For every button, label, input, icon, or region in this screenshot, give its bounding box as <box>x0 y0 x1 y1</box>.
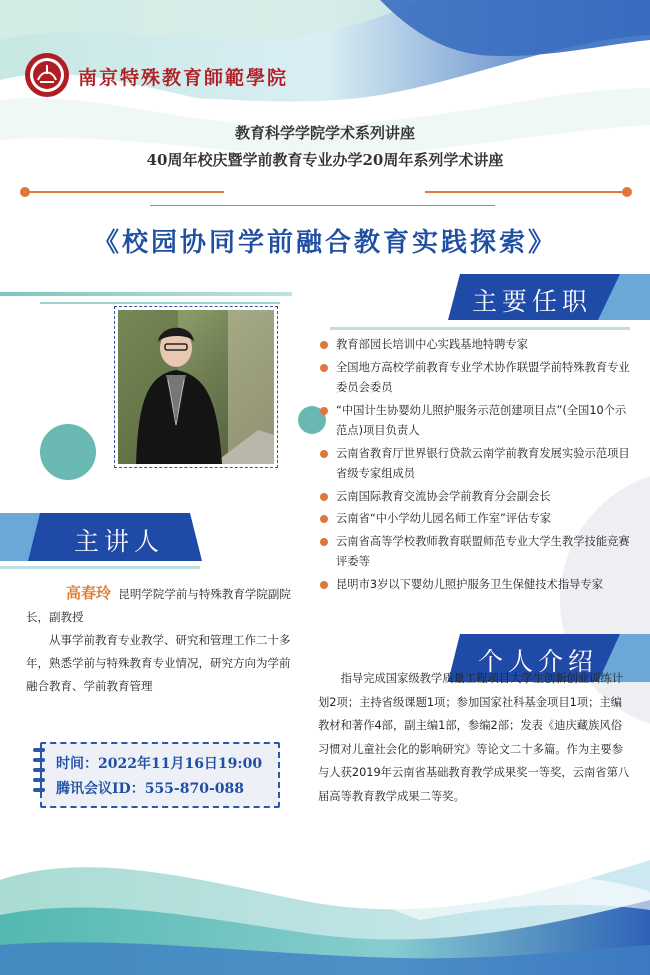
divider-right <box>425 191 625 193</box>
duty-item: 云南省高等学校教师教育联盟师范专业大学生教学技能竞赛评委等 <box>318 532 630 573</box>
event-meeting-value: 555-870-088 <box>144 781 244 797</box>
duty-item: 云南省“中小学幼儿园名师工作室”评估专家 <box>318 509 630 530</box>
university-name: 南京特殊教育師範學院 <box>78 67 289 89</box>
teal-circle-large <box>40 424 96 480</box>
duty-item: 云南省教育厅世界银行贷款云南学前教育发展实验示范项目省级专家组成员 <box>318 444 630 485</box>
intro-header: 个人介绍 <box>478 647 599 676</box>
event-meeting-label: 腾讯会议ID： <box>56 781 145 797</box>
divider-left-dot <box>20 187 30 197</box>
series-title: 教育科学学院学术系列讲座 <box>234 124 415 142</box>
event-meeting <box>56 778 244 798</box>
duties-header: 主要任职 <box>472 287 593 316</box>
speaker-underline <box>0 566 200 569</box>
duties-list <box>318 335 630 597</box>
duties-underline <box>330 327 630 330</box>
speaker-affiliation: 昆明学院学前与特殊教育学院副院长，副教授 <box>26 587 291 624</box>
event-info-box <box>40 742 280 808</box>
event-time <box>56 753 262 773</box>
speaker-photo <box>118 310 274 464</box>
lecture-title: 《校园协同学前融合教育实践探索》 <box>92 228 557 258</box>
event-time-label: 时间： <box>56 756 98 772</box>
duty-item: 全国地方高校学前教育专业学术协作联盟学前特殊教育专业委员会委员 <box>318 358 630 399</box>
speaker-header: 主讲人 <box>74 527 165 556</box>
speaker-info <box>26 582 291 698</box>
university-seal-icon <box>24 52 70 98</box>
teal-stripe-top <box>0 292 292 296</box>
anniversary-title: 40周年校庆暨学前教育专业办学20周年系列学术讲座 <box>146 151 504 169</box>
info-box-rings <box>33 748 47 802</box>
event-time-value: 2022年11月16日19:00 <box>98 756 263 772</box>
duty-item: 昆明市3岁以下婴幼儿照护服务卫生保健技术指导专家 <box>318 575 630 596</box>
speaker-name: 高春玲 <box>66 584 112 602</box>
duty-item: “中国计生协婴幼儿照护服务示范创建项目点”(全国10个示范点)项目负责人 <box>318 401 630 442</box>
divider-right-dot <box>622 187 632 197</box>
intro-text: 指导完成国家级教学质量工程项目大学生创新创业训练计划2项；主持省级课题1项；参加国家社科基金项目1项；主编教材和著作4部，副主编1部，参编2部；发表《迪庆藏族风俗习惯对儿童社会化的影响研究》等论文二十多篇。作为主要参与人获2019年云南省基础教育教学成果奖一等奖，云南省第八届高等教育教学成果二等奖。 <box>318 672 630 803</box>
divider-left <box>24 191 224 193</box>
divider-center <box>150 205 495 206</box>
speaker-bio: 从事学前教育专业教学、研究和管理工作二十多年，熟悉学前与特殊教育专业情况，研究方向为学前融合教育、学前教育管理 <box>26 633 291 693</box>
teal-stripe-top2 <box>40 302 280 304</box>
duty-item: 云南国际教育交流协会学前教育分会副会长 <box>318 487 630 508</box>
duty-item: 教育部园长培训中心实践基地特聘专家 <box>318 335 630 356</box>
